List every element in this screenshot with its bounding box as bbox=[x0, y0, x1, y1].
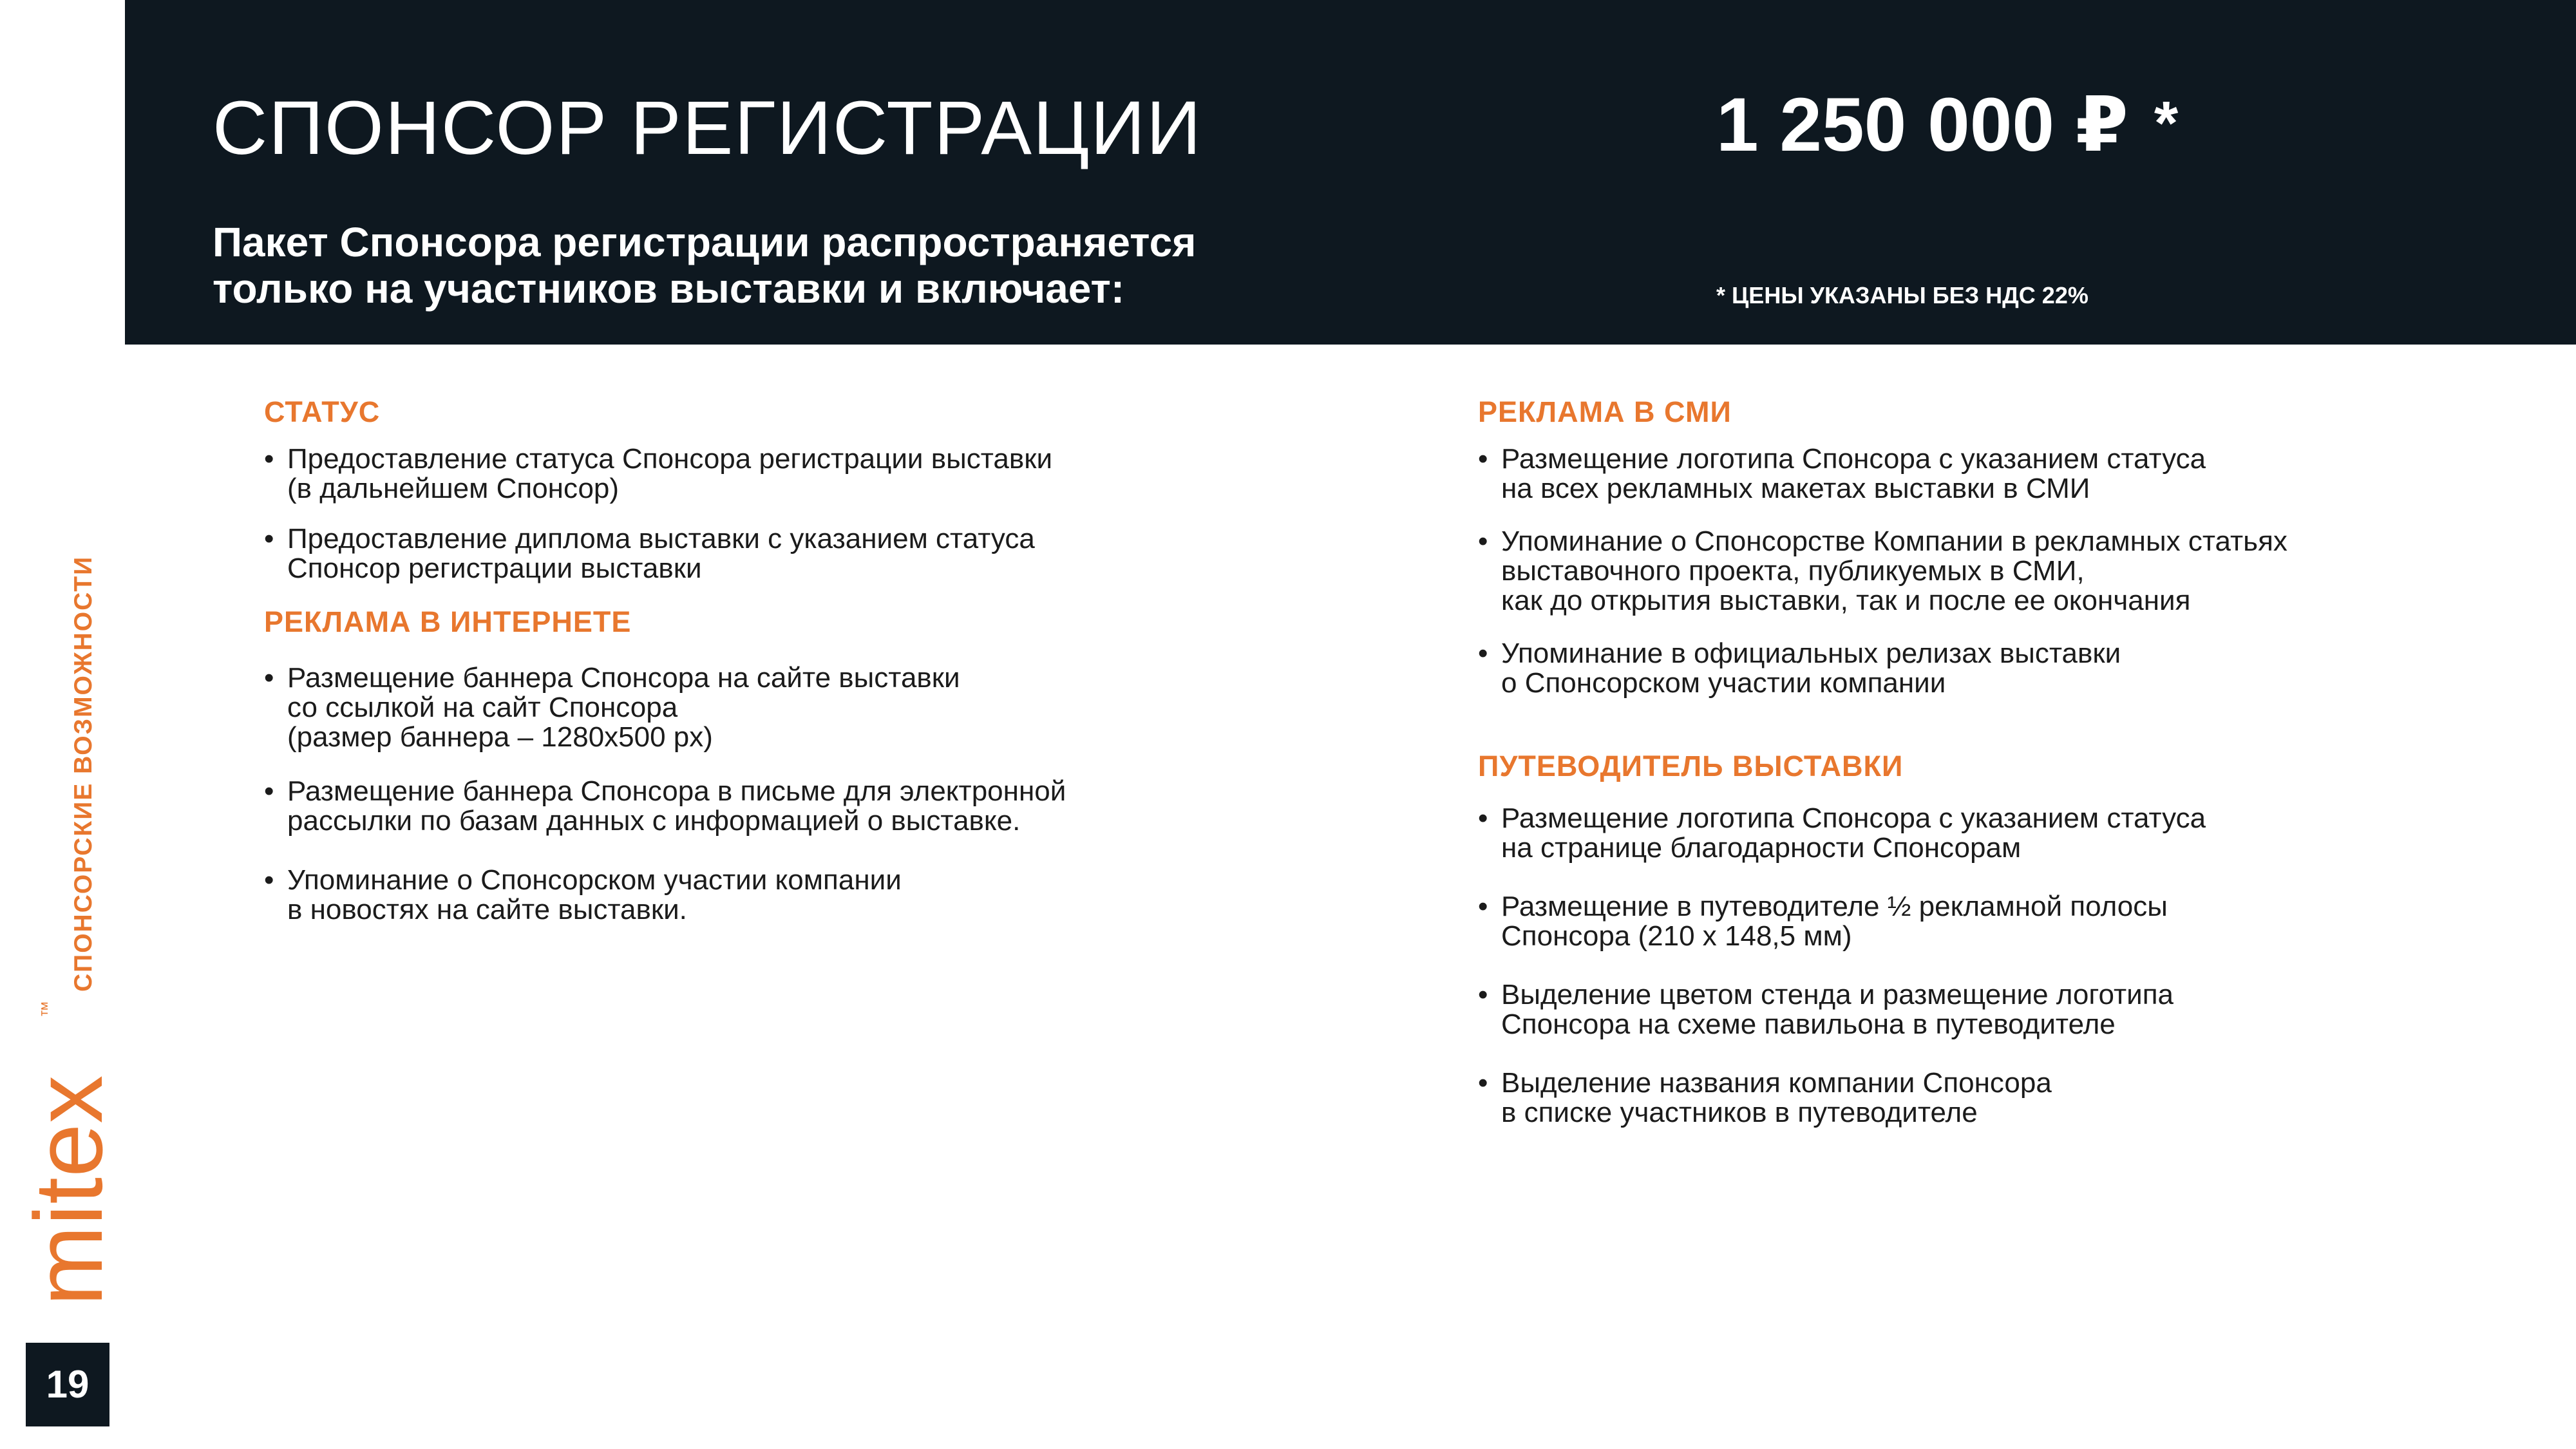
left-column bbox=[264, 394, 1230, 925]
vat-note: * ЦЕНЫ УКАЗАНЫ БЕЗ НДС 22% bbox=[1716, 282, 2088, 308]
subtitle-line-1: Пакет Спонсора регистрации распространяется bbox=[213, 219, 1197, 265]
section-heading-exhibition-guide: ПУТЕВОДИТЕЛЬ ВЫСТАВКИ bbox=[1478, 750, 1904, 782]
price-value: 1 250 000 ₽ bbox=[1716, 82, 2128, 167]
subtitle-line-2: только на участников выставки и включает: bbox=[213, 265, 1125, 312]
sidebar-caption: СПОНСОРСКИЕ ВОЗМОЖНОСТИ bbox=[70, 555, 97, 992]
list-item: • Размещение баннера Спонсора на сайте выставки со ссылкой на сайт Спонсора (размер баннера – 1280х500 px) bbox=[264, 663, 1230, 752]
logo-trademark: ™ bbox=[37, 1001, 57, 1018]
mitex-logo bbox=[14, 1001, 122, 1306]
section-heading-media-ads: РЕКЛАМА В СМИ bbox=[1478, 395, 1732, 428]
right-column bbox=[1478, 394, 2444, 1128]
status-list bbox=[264, 444, 1230, 583]
package-price bbox=[1716, 84, 2178, 167]
price-asterisk: * bbox=[2154, 89, 2179, 158]
list-item: • Размещение в путеводителе ½ рекламной полосы Спонсора (210 х 148,5 мм) bbox=[1478, 892, 2444, 951]
list-item: • Размещение баннера Спонсора в письме для электронной рассылки по базам данных с информацией о выставке. bbox=[264, 777, 1230, 836]
list-item: • Упоминание в официальных релизах выставки о Спонсорском участии компании bbox=[1478, 639, 2444, 698]
list-item: • Упоминание о Спонсорстве Компании в рекламных статьях выставочного проекта, публикуемых в СМИ, как до открытия выставки, так и после ее окончания bbox=[1478, 527, 2444, 616]
page-number: 19 bbox=[26, 1343, 109, 1426]
logo-wordmark: mitex bbox=[14, 1075, 122, 1306]
list-item: • Размещение логотипа Спонсора с указанием статуса на странице благодарности Спонсорам bbox=[1478, 804, 2444, 863]
exhibition-guide-list bbox=[1478, 804, 2444, 1128]
section-heading-internet-ads: РЕКЛАМА В ИНТЕРНЕТЕ bbox=[264, 605, 632, 638]
list-item: • Предоставление статуса Спонсора регистрации выставки (в дальнейшем Спонсор) bbox=[264, 444, 1230, 504]
section-heading-status: СТАТУС bbox=[264, 395, 381, 428]
list-item: • Выделение цветом стенда и размещение логотипа Спонсора на схеме павильона в путеводителе bbox=[1478, 980, 2444, 1039]
list-item: • Выделение названия компании Спонсора в списке участников в путеводителе bbox=[1478, 1068, 2444, 1128]
list-item: • Предоставление диплома выставки с указанием статуса Спонсор регистрации выставки bbox=[264, 524, 1230, 583]
list-item: • Упоминание о Спонсорском участии компании в новостях на сайте выставки. bbox=[264, 866, 1230, 925]
media-ads-list bbox=[1478, 444, 2444, 698]
page-subtitle bbox=[213, 219, 1197, 312]
internet-ads-list bbox=[264, 663, 1230, 925]
list-item: • Размещение логотипа Спонсора с указанием статуса на всех рекламных макетах выставки в СМИ bbox=[1478, 444, 2444, 504]
page-title: СПОНСОР РЕГИСТРАЦИИ bbox=[213, 86, 1202, 171]
